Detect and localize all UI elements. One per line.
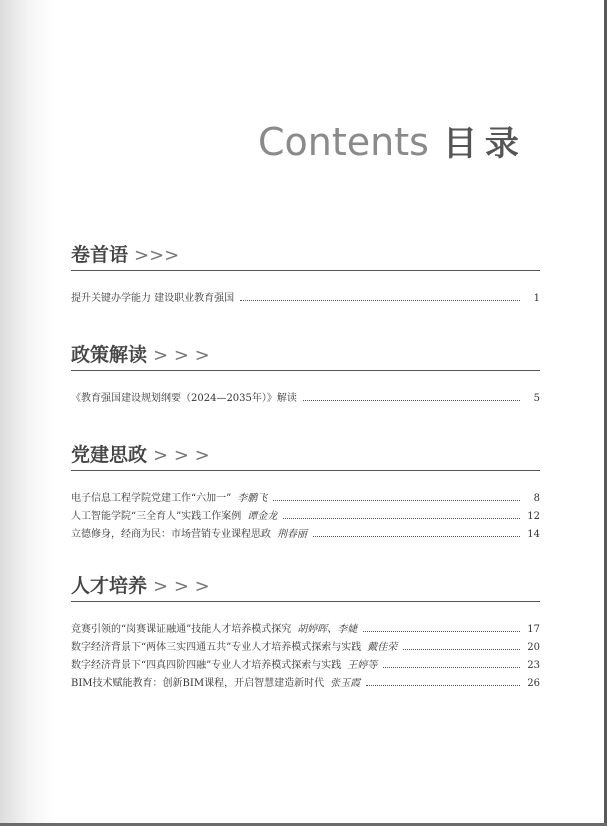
- toc-entry[interactable]: [71, 491, 540, 506]
- section-heading: [71, 242, 540, 271]
- dot-leader: [403, 640, 520, 650]
- entry-title: 数字经济背景下“四真四阶四融”专业人才培养模式探索与实践: [71, 660, 342, 671]
- toc-entries: [71, 291, 540, 306]
- page-title: [258, 116, 558, 168]
- entry-title: BIM技术赋能教育：创新BIM课程，开启智慧建造新时代: [71, 678, 325, 689]
- entry-author: 戴佳荣: [367, 642, 398, 653]
- toc-entry[interactable]: [71, 527, 540, 542]
- entry-author: 荆春丽: [277, 529, 307, 540]
- section-heading: [71, 342, 540, 371]
- dot-leader: [363, 622, 520, 632]
- section-heading: [71, 573, 540, 602]
- section-zhengce: [71, 342, 540, 409]
- toc-entries: [71, 491, 540, 542]
- dot-leader: [383, 658, 520, 668]
- toc-entries: [71, 391, 540, 406]
- entry-page: 20: [527, 642, 540, 653]
- toc-entry[interactable]: [71, 509, 540, 524]
- entry-page: 1: [533, 293, 540, 304]
- section-juanshouyu: [71, 242, 540, 309]
- entry-author: 李鹏飞: [237, 493, 268, 504]
- entry-page: 8: [533, 493, 540, 504]
- section-heading: [71, 442, 540, 471]
- entry-page: 5: [533, 393, 540, 404]
- dot-leader: [313, 527, 520, 537]
- section-arrows: > > >: [153, 345, 210, 366]
- dot-leader: [240, 291, 520, 301]
- entry-page: 26: [527, 678, 540, 689]
- title-chinese: 目录: [442, 124, 527, 164]
- section-dangjian: [71, 442, 540, 545]
- section-heading-text: 政策解读: [71, 344, 148, 366]
- section-arrows: >>>: [134, 245, 180, 266]
- section-arrows: > > >: [153, 445, 210, 466]
- entry-author: 谭金龙: [247, 511, 278, 522]
- entry-page: 12: [527, 511, 540, 522]
- entry-title: 竞赛引领的“岗赛课证融通”技能人才培养模式探究: [71, 624, 292, 635]
- dot-leader: [273, 491, 520, 501]
- entry-title: 电子信息工程学院党建工作“六加一”: [71, 493, 232, 504]
- entry-page: 23: [527, 660, 540, 671]
- entry-page: 14: [527, 529, 540, 540]
- section-heading-text: 卷首语: [71, 244, 129, 266]
- section-rencai: [71, 573, 540, 694]
- entry-title: 人工智能学院“三全育人”实践工作案例: [71, 511, 242, 522]
- entry-title: 《教育强国建设规划纲要（2024—2035年）》解读: [71, 393, 297, 404]
- section-arrows: > > >: [153, 576, 210, 597]
- entry-author: 胡婷晖、李婕: [297, 624, 358, 635]
- dot-leader: [366, 676, 520, 686]
- toc-entries: [71, 622, 540, 691]
- toc-entry[interactable]: [71, 640, 540, 655]
- dot-leader: [283, 509, 520, 519]
- toc-entry[interactable]: [71, 658, 540, 673]
- entry-page: 17: [527, 624, 540, 635]
- title-english: Contents: [258, 120, 429, 164]
- toc-entry[interactable]: [71, 622, 540, 637]
- entry-author: 王婷等: [347, 660, 378, 671]
- section-heading-text: 党建思政: [71, 444, 148, 466]
- toc-entry[interactable]: [71, 676, 540, 691]
- toc-entry[interactable]: [71, 391, 540, 406]
- entry-author: 张玉霞: [330, 678, 361, 689]
- entry-title: 数字经济背景下“两体三实四通五共”专业人才培养模式探索与实践: [71, 642, 362, 653]
- toc-entry[interactable]: [71, 291, 540, 306]
- section-heading-text: 人才培养: [71, 575, 148, 597]
- entry-title: 提升关键办学能力 建设职业教育强国: [71, 293, 235, 304]
- entry-title: 立德修身，经商为民：市场营销专业课程思政: [71, 529, 271, 540]
- dot-leader: [303, 391, 520, 401]
